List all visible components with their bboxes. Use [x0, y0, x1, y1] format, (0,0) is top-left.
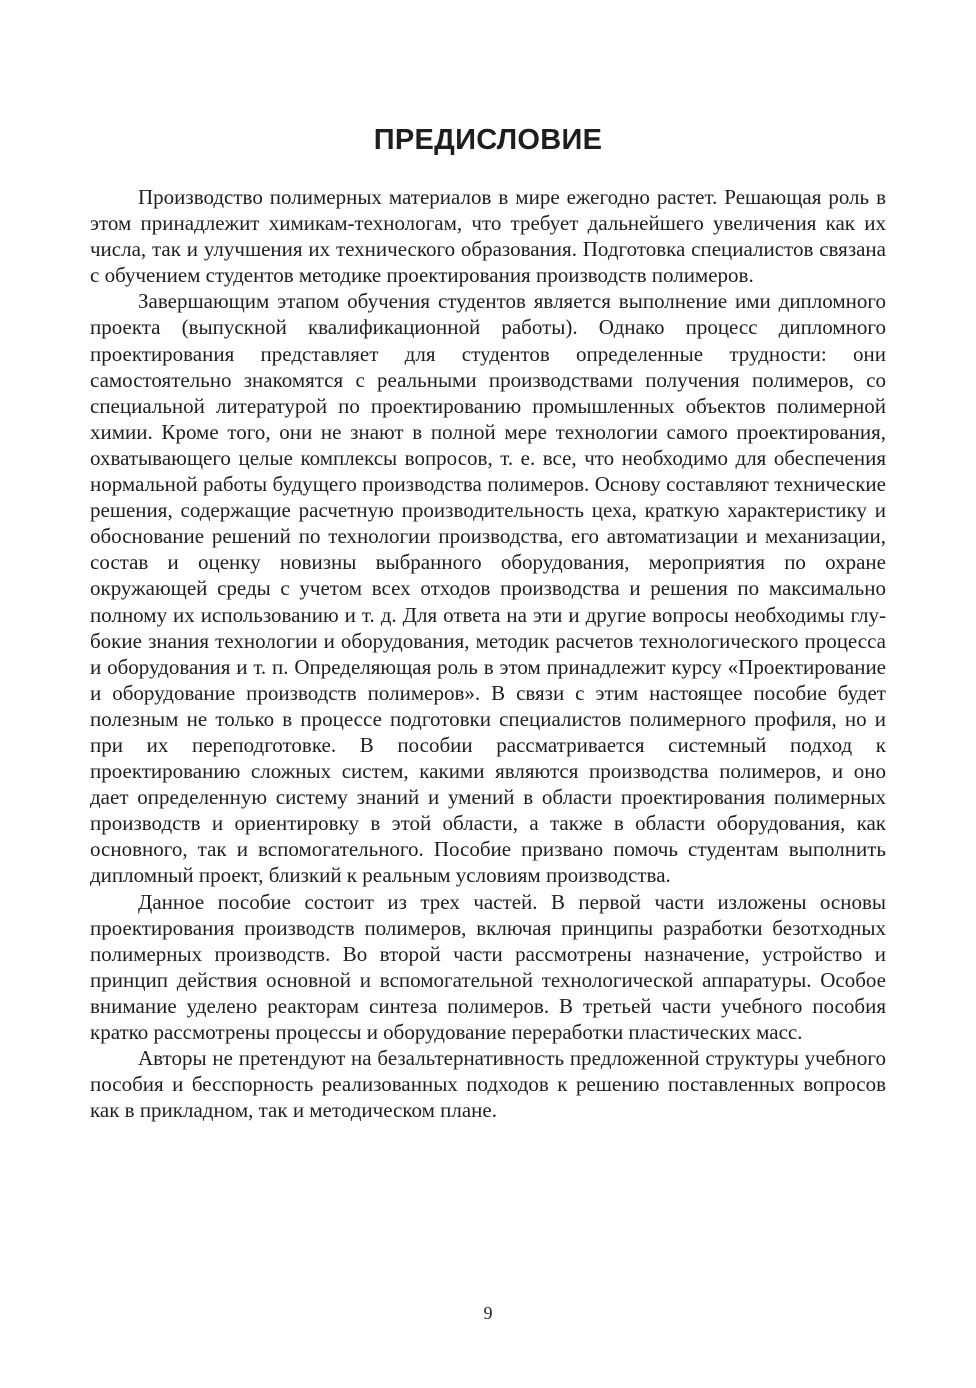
page-number: 9: [483, 1303, 493, 1323]
page-title: ПРЕДИСЛОВИЕ: [373, 124, 603, 156]
paragraph-book-structure: Данное пособие состоит из трех частей. В первой части изложены основы проектирования производств полимеров, включая принципы разработки безотходных полимерных производств. Во второй части рассмотрены назначение, устройство и принцип действия основной и вспомогательной технологической аппаратуры. Особое внимание уделено реакторам синтеза полимеров. В третьей части учебного пособия кратко рассмотрены процессы и оборудование переработки пластических масс.: [90, 889, 886, 1044]
paragraph-diploma-project: Завершающим этапом обучения студентов является выполнение ими дипломного проекта (выпускной квалификационной работы). Однако процесс дипломного проектирования представляет для студентов определенные трудности: они самостоятельно знакомятся с реальными производствами получения полимеров, со специальной литературой по проектированию промышленных объектов полимерной химии. Кроме того, они не знают в полной мере технологии самого проектирования, охватывающего целые комплексы вопросов, т. е. все, что необходимо для обеспечения нормальной работы будущего производства полимеров. Основу составляют технические решения, содержащие расчетную производительность цеха, краткую характеристику и обоснование решений по технологии производства, его автоматизации и механизации, состав и оценку новизны выбранного оборудования, мероприятия по охране окружающей среды с учетом всех отходов производства и решения по максимально полному их использованию и т. д. Для ответа на эти и другие вопросы необходимы глубокие знания технологии и оборудования, методик расчетов технологического процесса и оборудования и т. п. Определяющая роль в этом принадлежит курсу «Проектирование и оборудование производств полимеров». В связи с этим настоящее пособие будет полезным не только в процессе подготовки специалистов полимерного профиля, но и при их переподготовке. В пособии рассматривается системный подход к проектированию сложных систем, какими являются производства полимеров, и оно дает определенную систему знаний и умений в области проектирования полимерных производств и ориентировку в этой области, а также в области оборудования, как основного, так и вспомогательного. Пособие призвано помочь студентам выполнить дипломный проект, близкий к реальным условиям производства.: [90, 289, 886, 888]
paragraph-intro: Производство полимерных материалов в мире ежегодно растет. Решающая роль в этом принадлежит химикам-технологам, что требует дальнейшего увеличения как их числа, так и улучшения их технического образования. Подготовка специалистов связана с обучением студентов методике проектирования производств полимеров.: [90, 185, 886, 288]
paragraph-authors-note: Авторы не претендуют на безальтернативность предложенной структуры учебного пособия и бесспорность реализованных подходов к решению поставленных вопросов как в прикладном, так и методическом плане.: [90, 1046, 886, 1123]
body-text: [90, 184, 886, 1123]
